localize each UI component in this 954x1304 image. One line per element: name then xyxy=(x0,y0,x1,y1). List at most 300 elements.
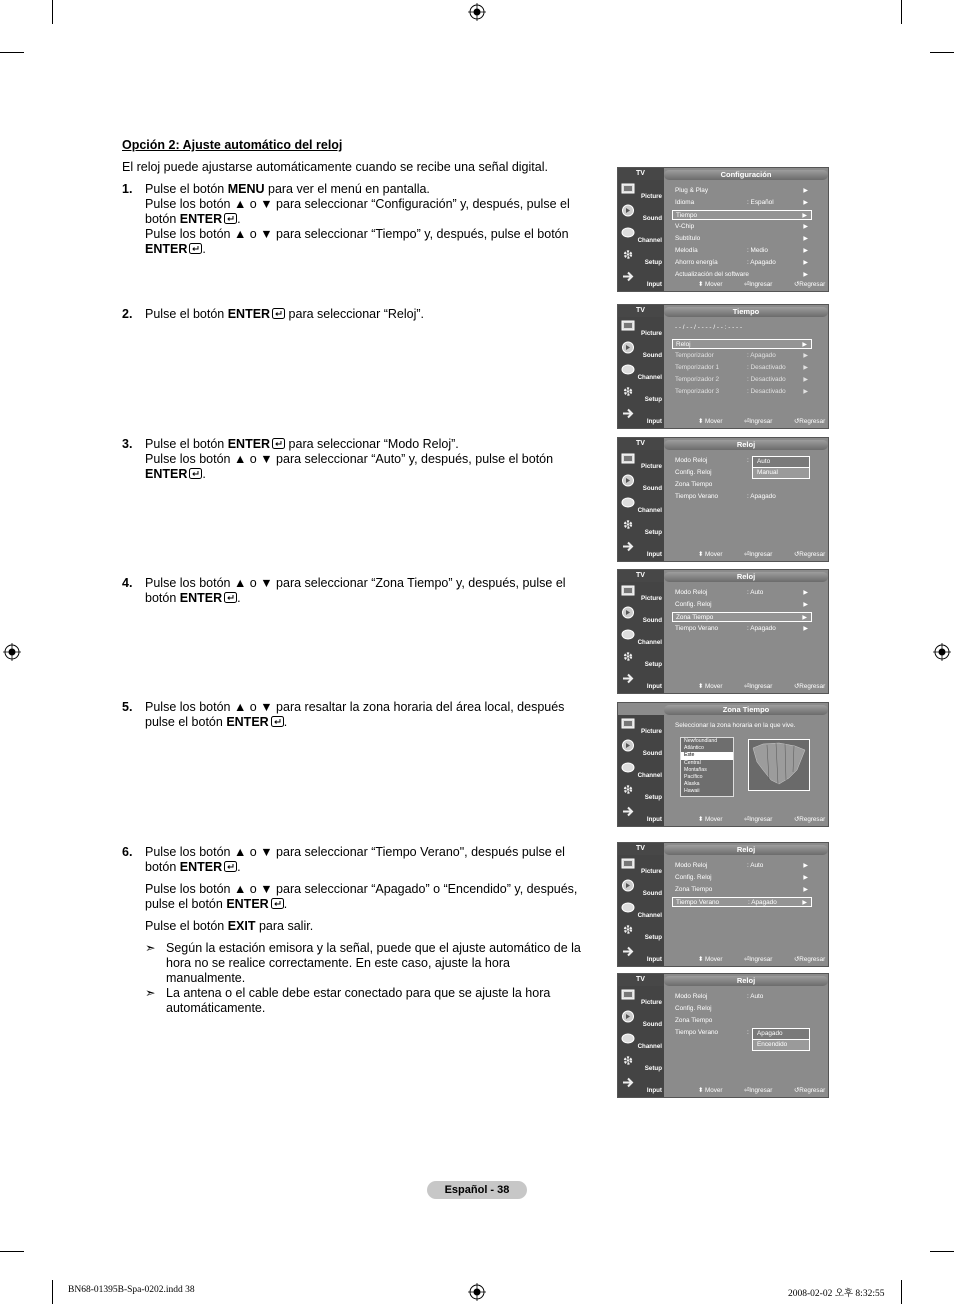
crop-mark xyxy=(930,52,954,53)
crop-mark xyxy=(901,0,902,24)
right-arrow-icon: ▶ xyxy=(803,863,808,869)
registration-mark-icon xyxy=(468,3,486,21)
menu-row-label: Config. Reloj xyxy=(675,874,712,881)
return-icon: ↺ xyxy=(794,551,800,558)
up-down-icon: ⬍ xyxy=(698,1087,704,1094)
date-footer: 2008-02-02 오후 8:32:55 xyxy=(788,1289,885,1299)
tv-tab: TV xyxy=(618,438,664,450)
menu-row[interactable] xyxy=(672,258,812,268)
footer-enter-label: Ingresar xyxy=(749,1087,773,1094)
footer-enter-label: Ingresar xyxy=(749,551,773,558)
right-arrow-icon: ▶ xyxy=(803,875,808,881)
setup-icon xyxy=(621,650,635,663)
menu-row[interactable] xyxy=(672,897,812,907)
menu-row[interactable] xyxy=(672,1004,812,1014)
menu-title: Reloj xyxy=(664,440,828,450)
sidebar-item-sound[interactable] xyxy=(618,472,664,493)
menu-row[interactable] xyxy=(672,198,812,208)
osd-sidebar xyxy=(618,855,664,967)
return-icon: ↺ xyxy=(794,683,800,690)
menu-row-value: : Auto xyxy=(747,862,764,869)
step-text: Pulse los botón ▲ o ▼ para seleccionar “Auto” y, después, pulse el botón xyxy=(145,452,554,466)
sidebar-item-channel[interactable] xyxy=(618,494,664,515)
footer-back-label: Regresar xyxy=(799,418,826,425)
right-arrow-icon: ▶ xyxy=(803,365,808,371)
crop-mark xyxy=(0,52,24,53)
footer-enter-label: Ingresar xyxy=(749,683,773,690)
return-icon: ↺ xyxy=(794,816,800,823)
sidebar-item-channel[interactable] xyxy=(618,759,664,780)
clock-text: - - / - - / - - - - / - - : - - - - xyxy=(675,324,743,331)
tv-tab: TV xyxy=(618,974,664,986)
right-arrow-icon: ▶ xyxy=(803,377,808,383)
enter-button-icon xyxy=(272,438,285,449)
osd-screen-1 xyxy=(617,167,829,292)
step-number: 1. xyxy=(122,182,133,196)
right-arrow-icon: ▶ xyxy=(803,260,808,266)
sidebar-item-label: Channel xyxy=(637,639,662,646)
sidebar-item-channel[interactable] xyxy=(618,899,664,920)
setup-icon xyxy=(621,248,635,261)
note-text: Según la estación emisora y la señal, puede que el ajuste automático de la hora no se realice correctamente. En este caso, ajuste la hora manualmente. xyxy=(166,941,581,985)
menu-row[interactable] xyxy=(672,375,812,385)
tv-tab: TV xyxy=(618,305,664,317)
up-down-icon: ⬍ xyxy=(698,956,704,963)
step-line xyxy=(145,307,592,322)
menu-row-label: Tiempo Verano xyxy=(675,625,719,632)
menu-row[interactable] xyxy=(672,387,812,397)
footer-move xyxy=(698,955,723,964)
popup-option[interactable]: Encendido xyxy=(753,1040,809,1050)
step-text: Pulse los botón ▲ o ▼ para seleccionar “Configuración” y, después, pulse el botón xyxy=(145,197,570,226)
note-item xyxy=(145,986,592,1016)
menu-row[interactable] xyxy=(672,885,812,895)
menu-row[interactable] xyxy=(672,270,812,280)
picture-icon xyxy=(621,452,635,465)
sidebar-item-setup[interactable] xyxy=(618,648,664,669)
option-popup xyxy=(752,456,810,479)
step-text: Pulse el botón xyxy=(145,919,228,933)
sidebar-item-label: Input xyxy=(646,1087,662,1094)
right-arrow-icon: ▶ xyxy=(803,887,808,893)
menu-row[interactable] xyxy=(672,492,812,502)
step-text: . xyxy=(237,860,241,874)
picture-icon xyxy=(621,988,635,1001)
sidebar-item-picture[interactable] xyxy=(618,715,664,736)
step-number: 2. xyxy=(122,307,133,321)
menu-title: Reloj xyxy=(664,976,828,986)
step-line xyxy=(145,452,592,482)
footer-enter xyxy=(744,280,772,289)
sidebar-item-input[interactable] xyxy=(618,803,664,824)
menu-row-label: Tiempo Verano xyxy=(675,493,719,500)
sidebar-item-label: Channel xyxy=(637,912,662,919)
return-icon: ↺ xyxy=(794,281,800,288)
popup-option[interactable]: Auto xyxy=(753,457,809,468)
enter-icon: ⏎ xyxy=(744,956,750,963)
footer-move xyxy=(698,417,723,426)
footer-back xyxy=(794,550,825,559)
sound-icon xyxy=(621,1010,635,1023)
menu-row[interactable] xyxy=(672,246,812,256)
input-icon xyxy=(621,1076,635,1089)
sidebar-item-channel[interactable] xyxy=(618,626,664,647)
sidebar-item-sound[interactable] xyxy=(618,604,664,625)
sidebar-item-label: Input xyxy=(646,551,662,558)
footer-enter-label: Ingresar xyxy=(749,418,773,425)
menu-row-label: Temporizador 2 xyxy=(675,376,720,383)
menu-row-label: Modo Reloj xyxy=(675,457,708,464)
channel-icon xyxy=(621,628,635,641)
menu-row-label: Zona Tiempo xyxy=(675,481,713,488)
note-text: La antena o el cable debe estar conectado para que se ajuste la hora automáticamente. xyxy=(166,986,551,1015)
channel-icon xyxy=(621,761,635,774)
sidebar-item-picture[interactable] xyxy=(618,180,664,201)
step-text: Pulse los botón ▲ o ▼ para resaltar la zona horaria del área local, después pulse el botón xyxy=(145,700,565,729)
enter-button-icon xyxy=(189,243,202,254)
step-5 xyxy=(122,700,592,730)
step-text: Pulse el botón xyxy=(145,182,228,196)
setup-icon xyxy=(621,923,635,936)
channel-icon xyxy=(621,1032,635,1045)
menu-row-label: Zona Tiempo xyxy=(675,1017,713,1024)
footer-enter-label: Ingresar xyxy=(749,281,773,288)
return-icon: ↺ xyxy=(794,418,800,425)
sidebar-item-label: Sound xyxy=(642,617,662,624)
zone-item[interactable]: Montañas xyxy=(684,766,707,773)
step-text: . xyxy=(283,897,288,911)
sidebar-item-picture[interactable] xyxy=(618,582,664,603)
menu-row[interactable] xyxy=(672,222,812,232)
zone-item[interactable]: Atlántico xyxy=(684,745,704,752)
menu-row[interactable] xyxy=(672,210,812,220)
menu-row[interactable] xyxy=(672,480,812,490)
return-icon: ↺ xyxy=(794,956,800,963)
sidebar-item-label: Picture xyxy=(641,193,662,200)
menu-row-label: Modo Reloj xyxy=(675,993,708,1000)
sidebar-item-input[interactable] xyxy=(618,670,664,691)
right-arrow-icon: ▶ xyxy=(803,626,808,632)
crop-mark xyxy=(52,0,53,24)
sidebar-item-label: Sound xyxy=(642,215,662,222)
enter-button-icon xyxy=(189,468,202,479)
right-arrow-icon: ▶ xyxy=(802,900,807,906)
step-text: . xyxy=(283,715,288,729)
button-name: ENTER xyxy=(145,467,188,481)
menu-row-label: Ahorro energía xyxy=(675,259,718,266)
sidebar-item-sound[interactable] xyxy=(618,1008,664,1029)
footer-enter xyxy=(744,417,772,426)
osd-sidebar xyxy=(618,986,664,1098)
picture-icon xyxy=(621,857,635,870)
enter-icon: ⏎ xyxy=(744,683,750,690)
footer-enter xyxy=(744,955,772,964)
sidebar-item-setup[interactable] xyxy=(618,383,664,404)
menu-title: Reloj xyxy=(664,845,828,855)
setup-icon xyxy=(621,385,635,398)
step-text: Pulse los botón ▲ o ▼ para seleccionar “Zona Tiempo” y, después, pulse el botón xyxy=(145,576,566,605)
sidebar-item-label: Setup xyxy=(644,934,662,941)
tv-tab: TV xyxy=(618,570,664,582)
up-down-icon: ⬍ xyxy=(698,281,704,288)
input-icon xyxy=(621,945,635,958)
option-popup xyxy=(752,1028,810,1051)
menu-row[interactable] xyxy=(672,873,812,883)
footer-back-label: Regresar xyxy=(799,956,826,963)
up-down-icon: ⬍ xyxy=(698,816,704,823)
enter-icon: ⏎ xyxy=(744,418,750,425)
note-arrow-icon: ➣ xyxy=(145,941,156,955)
sidebar-item-channel[interactable] xyxy=(618,1030,664,1051)
sidebar-item-label: Input xyxy=(646,683,662,690)
button-name: EXIT xyxy=(227,919,256,933)
step-body xyxy=(145,307,592,322)
sidebar-item-sound[interactable] xyxy=(618,737,664,758)
sidebar-item-channel[interactable] xyxy=(618,361,664,382)
step-1 xyxy=(122,182,592,257)
osd-footer xyxy=(672,550,828,559)
picture-icon xyxy=(621,182,635,195)
sidebar-item-label: Input xyxy=(646,418,662,425)
sidebar-item-label: Sound xyxy=(642,1021,662,1028)
step-4 xyxy=(122,576,592,606)
sidebar-item-label: Sound xyxy=(642,890,662,897)
sidebar-item-setup[interactable] xyxy=(618,781,664,802)
sidebar-item-label: Picture xyxy=(641,330,662,337)
step-body xyxy=(145,576,592,606)
zone-item[interactable]: Este xyxy=(681,752,733,759)
step-line xyxy=(145,182,592,197)
sidebar-item-picture[interactable] xyxy=(618,450,664,471)
footer-move xyxy=(698,280,723,289)
sidebar-item-label: Channel xyxy=(637,507,662,514)
step-number: 5. xyxy=(122,700,133,714)
footer-back-label: Regresar xyxy=(799,1087,826,1094)
crop-mark xyxy=(52,1280,53,1304)
footer-move-label: Mover xyxy=(705,1087,723,1094)
menu-row-value: : xyxy=(747,457,749,464)
step-line xyxy=(145,197,592,227)
sidebar-item-sound[interactable] xyxy=(618,877,664,898)
sidebar-item-label: Sound xyxy=(642,485,662,492)
menu-row-label: Reloj xyxy=(676,341,691,348)
footer-move xyxy=(698,682,723,691)
zone-list xyxy=(680,737,734,797)
sidebar-item-label: Setup xyxy=(644,661,662,668)
footer-back-label: Regresar xyxy=(799,281,826,288)
step-body xyxy=(145,845,592,1016)
sidebar-item-label: Setup xyxy=(644,396,662,403)
sound-icon xyxy=(621,474,635,487)
menu-row[interactable] xyxy=(672,186,812,196)
menu-row[interactable] xyxy=(672,861,812,871)
footer-enter-label: Ingresar xyxy=(749,816,773,823)
sidebar-item-label: Picture xyxy=(641,595,662,602)
right-arrow-icon: ▶ xyxy=(803,602,808,608)
menu-title: Tiempo xyxy=(664,307,828,317)
footer-enter-label: Ingresar xyxy=(749,956,773,963)
enter-icon: ⏎ xyxy=(744,816,750,823)
enter-icon: ⏎ xyxy=(744,281,750,288)
step-2 xyxy=(122,307,592,322)
osd-footer xyxy=(672,955,828,964)
button-name: ENTER xyxy=(227,437,271,451)
input-icon xyxy=(621,270,635,283)
tv-tab: TV xyxy=(618,168,664,180)
right-arrow-icon: ▶ xyxy=(802,615,807,621)
footer-move-label: Mover xyxy=(705,956,723,963)
menu-row[interactable] xyxy=(672,339,812,349)
step-3 xyxy=(122,437,592,482)
menu-title: Reloj xyxy=(664,572,828,582)
osd-screen-7 xyxy=(617,973,829,1098)
menu-row-label: Actualización del software xyxy=(675,271,749,278)
osd-sidebar xyxy=(618,582,664,694)
page-number-badge: Español - 38 xyxy=(427,1181,527,1199)
tv-tab: TV xyxy=(618,843,664,855)
sidebar-item-input[interactable] xyxy=(618,268,664,289)
right-arrow-icon: ▶ xyxy=(803,236,808,242)
osd-screen-4 xyxy=(617,569,829,694)
sidebar-item-setup[interactable] xyxy=(618,921,664,942)
right-arrow-icon: ▶ xyxy=(803,353,808,359)
osd-footer xyxy=(672,1086,828,1095)
menu-row[interactable] xyxy=(672,612,812,622)
footer-back xyxy=(794,280,825,289)
zone-item[interactable]: Alaska xyxy=(684,781,700,788)
right-arrow-icon: ▶ xyxy=(803,272,808,278)
note-arrow-icon: ➣ xyxy=(145,986,156,1000)
sidebar-item-label: Channel xyxy=(637,237,662,244)
step-line xyxy=(145,919,592,934)
sidebar-item-channel[interactable] xyxy=(618,224,664,245)
menu-row-value: : Apagado xyxy=(747,259,776,266)
crop-mark xyxy=(930,1251,954,1252)
setup-icon xyxy=(621,518,635,531)
osd-sidebar xyxy=(618,317,664,429)
footer-enter xyxy=(744,682,772,691)
channel-icon xyxy=(621,226,635,239)
step-text: Pulse el botón xyxy=(145,437,228,451)
zone-item[interactable]: Central xyxy=(684,759,701,766)
menu-row-value: : Desactivado xyxy=(747,388,786,395)
button-name: ENTER xyxy=(179,591,223,605)
step-line xyxy=(145,227,592,257)
sidebar-item-label: Sound xyxy=(642,352,662,359)
note-item xyxy=(145,941,592,986)
sidebar-item-input[interactable] xyxy=(618,1074,664,1095)
zone-item[interactable]: Newfoundland xyxy=(684,738,718,744)
zone-item[interactable]: Hawaii xyxy=(684,788,700,795)
sidebar-item-setup[interactable] xyxy=(618,246,664,267)
menu-row[interactable] xyxy=(672,363,812,373)
sidebar-item-label: Setup xyxy=(644,794,662,801)
step-line xyxy=(145,882,592,912)
footer-move-label: Mover xyxy=(705,816,723,823)
picture-icon xyxy=(621,584,635,597)
menu-row[interactable] xyxy=(672,992,812,1002)
sidebar-item-input[interactable] xyxy=(618,943,664,964)
clock-readout xyxy=(672,323,812,333)
menu-row-label: Modo Reloj xyxy=(675,862,708,869)
crop-mark xyxy=(0,1251,24,1252)
sidebar-item-input[interactable] xyxy=(618,538,664,559)
sidebar-item-picture[interactable] xyxy=(618,986,664,1007)
popup-option[interactable]: Manual xyxy=(753,468,809,478)
registration-mark-icon xyxy=(933,643,951,661)
sidebar-item-setup[interactable] xyxy=(618,1052,664,1073)
time-zone-map xyxy=(748,739,810,791)
osd-footer xyxy=(672,280,828,289)
menu-title: Zona Tiempo xyxy=(664,705,828,715)
menu-row[interactable] xyxy=(672,351,812,361)
menu-row-label: Config. Reloj xyxy=(675,601,712,608)
menu-row[interactable] xyxy=(672,624,812,634)
menu-row[interactable] xyxy=(672,1016,812,1026)
step-text: . xyxy=(237,591,241,605)
footer-back xyxy=(794,417,825,426)
menu-row[interactable] xyxy=(672,588,812,598)
menu-row[interactable] xyxy=(672,234,812,244)
enter-icon: ⏎ xyxy=(744,1087,750,1094)
step-body xyxy=(145,182,592,257)
zone-item[interactable]: Pacífico xyxy=(684,773,703,780)
picture-icon xyxy=(621,717,635,730)
step-text: Pulse el botón xyxy=(145,307,228,321)
step-body xyxy=(145,437,592,482)
sidebar-item-input[interactable] xyxy=(618,405,664,426)
step-text: para seleccionar “Reloj”. xyxy=(285,307,425,321)
sidebar-item-sound[interactable] xyxy=(618,202,664,223)
step-line xyxy=(145,576,592,606)
sidebar-item-label: Picture xyxy=(641,463,662,470)
sound-icon xyxy=(621,739,635,752)
step-text: para salir. xyxy=(255,919,314,933)
up-down-icon: ⬍ xyxy=(698,551,704,558)
setup-icon xyxy=(621,783,635,796)
menu-row-label: Zona Tiempo xyxy=(675,886,713,893)
footer-back-label: Regresar xyxy=(799,683,826,690)
enter-button-icon xyxy=(271,716,284,727)
up-down-icon: ⬍ xyxy=(698,683,704,690)
step-line xyxy=(145,437,592,452)
sidebar-item-setup[interactable] xyxy=(618,516,664,537)
footer-move xyxy=(698,1086,723,1095)
menu-row[interactable] xyxy=(672,600,812,610)
enter-button-icon xyxy=(224,592,237,603)
menu-row-label: Temporizador 1 xyxy=(675,364,720,371)
step-number: 6. xyxy=(122,845,133,859)
popup-option[interactable]: Apagado xyxy=(753,1029,809,1040)
sidebar-item-label: Sound xyxy=(642,750,662,757)
step-text: Pulse los botón ▲ o ▼ para seleccionar “Apagado” o “Encendido” y, después, pulse el botón xyxy=(145,882,578,911)
menu-row-value: : Medio xyxy=(747,247,768,254)
sidebar-item-sound[interactable] xyxy=(618,339,664,360)
sound-icon xyxy=(621,606,635,619)
menu-row-value: : Auto xyxy=(747,993,764,1000)
enter-button-icon xyxy=(271,898,284,909)
menu-row-value: : Apagado xyxy=(747,625,776,632)
menu-row-label: Temporizador xyxy=(675,352,714,359)
menu-title: Configuración xyxy=(664,170,828,180)
menu-row-value: : Apagado xyxy=(747,493,776,500)
channel-icon xyxy=(621,901,635,914)
menu-row-label: Temporizador 3 xyxy=(675,388,720,395)
menu-row-label: Config. Reloj xyxy=(675,469,712,476)
sidebar-item-picture[interactable] xyxy=(618,855,664,876)
sidebar-item-picture[interactable] xyxy=(618,317,664,338)
sidebar-item-label: Channel xyxy=(637,772,662,779)
